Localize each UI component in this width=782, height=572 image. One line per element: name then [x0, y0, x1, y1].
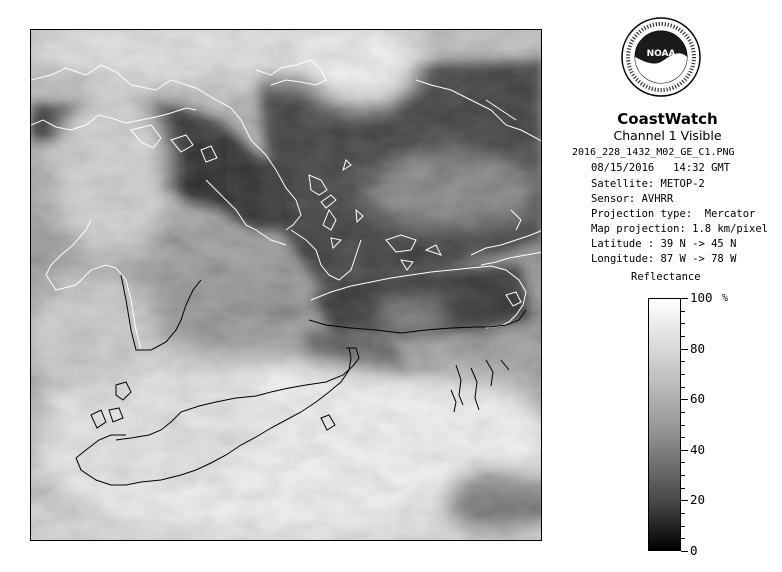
satellite-image	[30, 29, 542, 541]
colorbar-tick-label: 0	[690, 543, 698, 558]
colorbar-tick-label: 100	[690, 290, 713, 305]
colorbar-minor-tick	[681, 437, 685, 438]
colorbar-tick-label: 80	[690, 341, 706, 356]
colorbar-minor-tick	[681, 462, 685, 463]
info-panel	[560, 14, 775, 564]
colorbar-major-tick	[681, 551, 688, 552]
satellite-info: Satellite: METOP-2	[591, 178, 705, 190]
colorbar-major-tick	[681, 399, 688, 400]
filename: 2016_228_1432_M02_GE_C1.PNG	[572, 147, 735, 158]
longitude-range: Longitude: 87 W -> 78 W	[591, 253, 737, 265]
scale-unit: %	[722, 293, 729, 304]
colorbar-tick-label: 40	[690, 442, 706, 457]
colorbar-major-tick	[681, 500, 688, 501]
colorbar-minor-tick	[681, 412, 685, 413]
colorbar-minor-tick	[681, 526, 685, 527]
colorbar-minor-tick	[681, 538, 685, 539]
reflectance-colorbar	[648, 298, 681, 551]
logo-center-text: NOAA	[646, 49, 676, 59]
colorbar-minor-tick	[681, 513, 685, 514]
colorbar-minor-tick	[681, 336, 685, 337]
colorbar-minor-tick	[681, 361, 685, 362]
colorbar-minor-tick	[681, 425, 685, 426]
latitude-range: Latitude : 39 N -> 45 N	[591, 238, 737, 250]
colorbar-major-tick	[681, 298, 688, 299]
colorbar-minor-tick	[681, 311, 685, 312]
cloud-texture	[31, 30, 542, 541]
scale-title: Reflectance	[631, 271, 701, 283]
projection-type: Projection type: Mercator	[591, 208, 756, 220]
colorbar-minor-tick	[681, 475, 685, 476]
noaa-logo	[620, 16, 702, 98]
colorbar-tick-label: 60	[690, 391, 706, 406]
colorbar-tick-label: 20	[690, 492, 706, 507]
colorbar-minor-tick	[681, 387, 685, 388]
sensor-info: Sensor: AVHRR	[591, 193, 674, 205]
brand-title: CoastWatch	[617, 110, 718, 128]
colorbar-minor-tick	[681, 374, 685, 375]
satellite-map	[31, 30, 542, 541]
channel-label: Channel 1 Visible	[613, 128, 722, 143]
colorbar-major-tick	[681, 349, 688, 350]
colorbar-minor-tick	[681, 488, 685, 489]
map-projection: Map projection: 1.8 km/pixel	[591, 223, 769, 235]
colorbar-major-tick	[681, 450, 688, 451]
datetime: 08/15/2016 14:32 GMT	[591, 162, 731, 174]
colorbar-minor-tick	[681, 323, 685, 324]
